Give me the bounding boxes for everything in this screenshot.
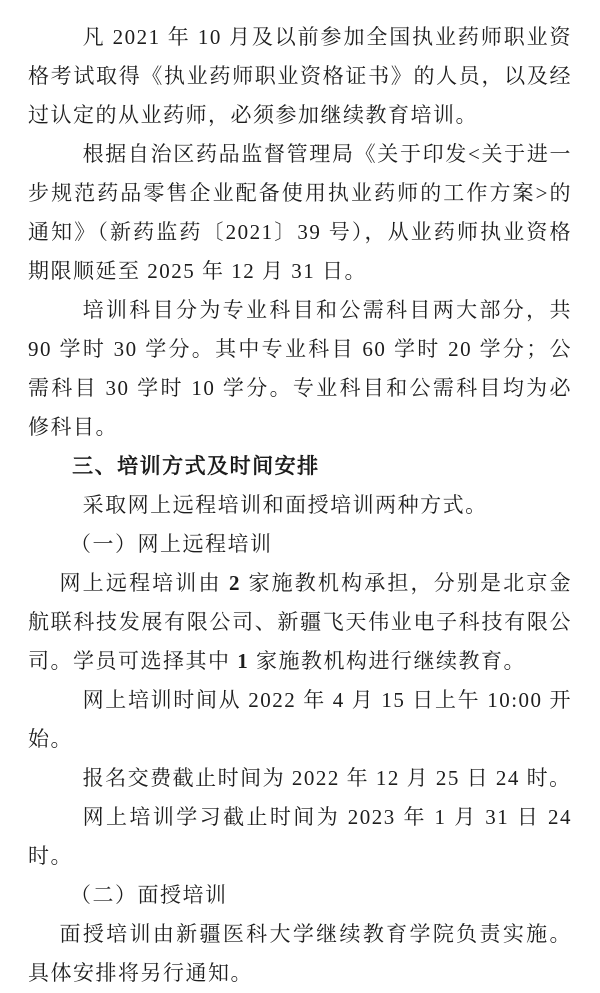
paragraph-payment-deadline: 报名交费截止时间为 2022 年 12 月 25 日 24 时。: [82, 766, 572, 790]
section-heading-training-methods: 三、培训方式及时间安排: [72, 454, 320, 478]
paragraph-in-person-provider: 面授培训由新疆医科大学继续教育学院负责实施。具体安排将另行通知。: [28, 922, 572, 985]
paragraph-eligibility: 凡 2021 年 10 月及以前参加全国执业药师职业资格考试取得《执业药师职业资格证书》的人员，以及经过认定的从业药师，必须参加继续教育培训。: [28, 25, 572, 127]
paragraph-online-providers: 网上远程培训由 2 家施教机构承担，分别是北京金航联科技发展有限公司、新疆飞天伟业电子科技有限公司。学员可选择其中 1 家施教机构进行继续教育。: [28, 571, 573, 673]
paragraph-qualification-extension: 根据自治区药品监督管理局《关于印发<关于进一步规范药品零售企业配备使用执业药师的工作方案>的通知》（新药监药〔2021〕39 号），从业药师执业资格期限顺延至 2025 年 12 月 31 日。: [28, 142, 572, 283]
paragraph-online-start-time: 网上培训时间从 2022 年 4 月 15 日上午 10:00 开始。: [28, 688, 572, 751]
subheading-online-training: （一）网上远程培训: [70, 532, 273, 556]
subheading-in-person-training: （二）面授培训: [70, 883, 228, 907]
paragraph-study-deadline: 网上培训学习截止时间为 2023 年 1 月 31 日 24 时。: [28, 805, 579, 868]
paragraph-two-methods: 采取网上远程培训和面授培训两种方式。: [82, 493, 488, 517]
paragraph-course-credits: 培训科目分为专业科目和公需科目两大部分，共 90 学时 30 学分。其中专业科目 60 学时 20 学分；公需科目 30 学时 10 学分。专业科目和公需科目均为必修科目。: [28, 298, 579, 439]
